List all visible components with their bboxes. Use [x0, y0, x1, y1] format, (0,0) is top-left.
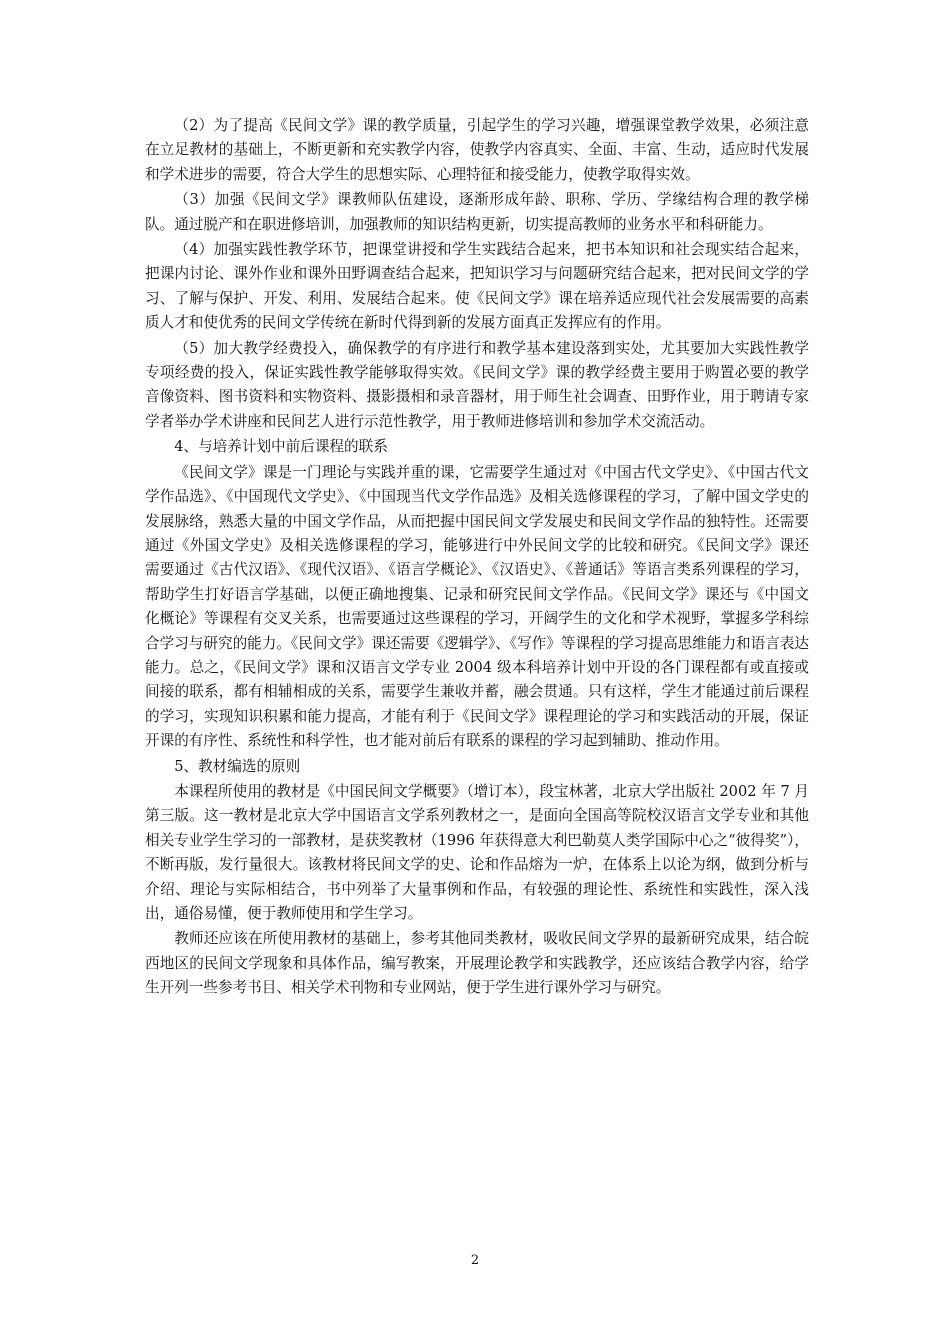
section-heading-textbook-principles: 5、教材编选的原则 — [174, 757, 301, 775]
paragraph-3: （3）加强《民间文学》课教师队伍建设，逐渐形成年龄、职称、学历、学缘结构合理的教学梯队。通过脱产和在职进修培训，加强教师的知识结构更新，切实提高教师的业务水平和科研能力。 — [145, 191, 809, 233]
document-body — [145, 114, 809, 1002]
paragraph-teacher-guidance: 教师还应该在所使用教材的基础上，参考其他同类教材，吸收民间文学界的最新研究成果，结合皖西地区的民间文学现象和具体作品，编写教案，开展理论教学和实践教学，还应该结合教学内容，给学生开列一些参考书目、相关学术刊物和专业网站，便于学生进行课外学习与研究。 — [145, 930, 809, 997]
paragraph-5: （5）加大教学经费投入，确保教学的有序进行和教学基本建设落到实处，尤其要加大实践性教学专项经费的投入，保证实践性教学能够取得实效。《民间文学》课的教学经费主要用于购置必要的教学音像资料、图书资料和实物资料、摄影摄相和录音器材，用于师生社会调查、田野作业，用于聘请专家学者举办学术讲座和民间艺人进行示范性教学，用于教师进修培训和参加学术交流活动。 — [145, 339, 809, 430]
paragraph-4: （4）加强实践性教学环节，把课堂讲授和学生实践结合起来，把书本知识和社会现实结合起来，把课内讨论、课外作业和课外田野调查结合起来，把知识学习与问题研究结合起来，把对民间文学的学习、了解与保护、开发、利用、发展结合起来。使《民间文学》课在培养适应现代社会发展需要的高素质人才和使优秀的民间文学传统在新时代得到新的发展方面真正发挥应有的作用。 — [145, 241, 809, 332]
paragraph-textbook: 本课程所使用的教材是《中国民间文学概要》（增订本），段宝林著，北京大学出版社 2002 年 7 月第三版。这一教材是北京大学中国语言文学系列教材之一，是面向全国高等院校汉语言文学专业和其他相关专业学生学习的一部教材，是获奖教材（1996 年获得意大利巴勒莫人类学国际中心之“彼得奖”），不断再版，发行量很大。该教材将民间文学的史、论和作品熔为一炉，在体系上以论为纲，做到分析与介绍、理论与实际相结合，书中列举了大量事例和作品，有较强的理论性、系统性和实践性，深入浅出，通俗易懂，便于教师使用和学生学习。 — [145, 782, 809, 922]
section-heading-course-links: 4、与培养计划中前后课程的联系 — [174, 438, 388, 456]
paragraph-course-links: 《民间文学》课是一门理论与实践并重的课，它需要学生通过对《中国古代文学史》、《中国古代文学作品选》、《中国现代文学史》、《中国现当代文学作品选》及相关选修课程的学习，了解中国文学史的发展脉络，熟悉大量的中国文学作品，从而把握中国民间文学发展史和民间文学作品的独特性。还需要通过《外国文学史》及相关选修课程的学习，能够进行中外民间文学的比较和研究。《民间文学》课还需要通过《古代汉语》、《现代汉语》、《语言学概论》、《汉语史》、《普通话》等语言类系列课程的学习，帮助学生打好语言学基础，以便正确地搜集、记录和研究民间文学作品。《民间文学》课还与《中国文化概论》等课程有交叉关系，也需要通过这些课程的学习，开阔学生的文化和学术视野，掌握多学科综合学习与研究的能力。《民间文学》课还需要《逻辑学》、《写作》等课程的学习提高思维能力和语言表达能力。总之，《民间文学》课和汉语言文学专业 2004 级本科培养计划中开设的各门课程都有或直接或间接的联系，都有相辅相成的关系，需要学生兼收并蓄，融会贯通。只有这样，学生才能通过前后课程的学习，实现知识积累和能力提高，才能有利于《民间文学》课程理论的学习和实践活动的开展，保证开课的有序性、系统性和科学性，也才能对前后有联系的课程的学习起到辅助、推动作用。 — [145, 463, 810, 750]
page-number: 2 — [470, 1253, 480, 1268]
paragraph-2: （2）为了提高《民间文学》课的教学质量，引起学生的学习兴趣，增强课堂教学效果，必须注意在立足教材的基础上，不断更新和充实教学内容，使教学内容真实、全面、丰富、生动，适应时代发展和学术进步的需要，符合大学生的思想实际、心理特征和接受能力，使教学取得实效。 — [145, 117, 809, 183]
